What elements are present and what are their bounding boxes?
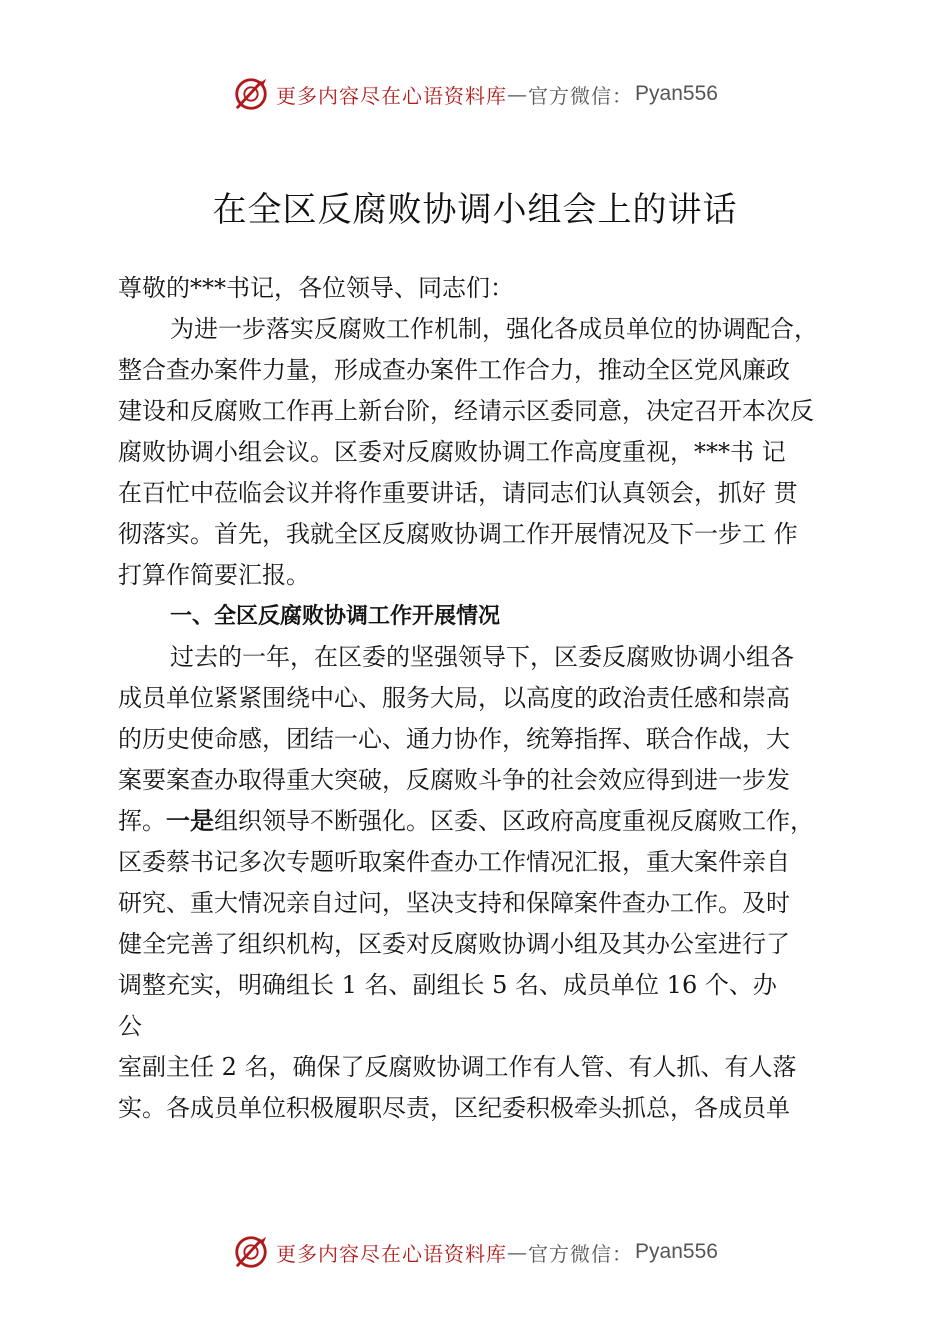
paragraph-line: 公 bbox=[118, 1012, 142, 1040]
line-start: 挥。 bbox=[118, 807, 166, 835]
paragraph-line: 为进一步落实反腐败工作机制，强化各成员单位的协调配合， bbox=[170, 315, 818, 343]
logo-icon bbox=[232, 1233, 270, 1271]
header-banner bbox=[0, 72, 950, 116]
banner-main-text: 更多内容尽在心语资料库 bbox=[276, 83, 508, 108]
paragraph-line: 打算作简要汇报。 bbox=[118, 561, 310, 589]
paragraph-line bbox=[118, 801, 858, 842]
banner-wechat-label: 官方微信： bbox=[528, 1241, 634, 1266]
paragraph-line: 案要案查办取得重大突破，反腐败斗争的社会效应得到进一步发 bbox=[118, 766, 790, 794]
salutation: 尊敬的***书记，各位领导、同志们： bbox=[118, 274, 514, 302]
paragraph-line: 在百忙中莅临会议并将作重要讲话，请同志们认真领会，抓好 贯 bbox=[118, 479, 798, 507]
document-title: 在全区反腐败协调小组会上的讲话 bbox=[212, 190, 738, 230]
paragraph-line: 建设和反腐败工作再上新台阶，经请示区委同意，决定召开本次反 bbox=[118, 397, 814, 425]
banner-main-text: 更多内容尽在心语资料库 bbox=[276, 1241, 508, 1266]
line-rest: 组织领导不断强化。区委、区政府高度重视反腐败工作， bbox=[214, 807, 814, 835]
paragraph-line: 调整充实，明确组长 1 名、副组长 5 名、成员单位 16 个、办 bbox=[118, 971, 777, 999]
paragraph-line: 室副主任 2 名，确保了反腐败协调工作有人管、有人抓、有人落 bbox=[118, 1053, 797, 1081]
paragraph-line: 健全完善了组织机构，区委对反腐败协调小组及其办公室进行了 bbox=[118, 930, 790, 958]
footer-banner bbox=[0, 1230, 950, 1274]
paragraph-line: 过去的一年，在区委的坚强领导下，区委反腐败协调小组各 bbox=[170, 643, 794, 671]
logo-icon bbox=[232, 75, 270, 113]
banner-wechat-id: Pyan556 bbox=[635, 82, 718, 105]
paragraph-line: 腐败协调小组会议。区委对反腐败协调工作高度重视，***书 记 bbox=[118, 438, 786, 466]
paragraph-line: 整合查办案件力量，形成查办案件工作合力，推动全区党风廉政 bbox=[118, 356, 790, 384]
paragraph-line: 彻落实。首先，我就全区反腐败协调工作开展情况及下一步工 作 bbox=[118, 520, 798, 548]
paragraph-line: 区委蔡书记多次专题听取案件查办工作情况汇报，重大案件亲自 bbox=[118, 848, 790, 876]
paragraph-line: 研究、重大情况亲自过问，坚决支持和保障案件查办工作。及时 bbox=[118, 889, 790, 917]
document-body bbox=[118, 268, 858, 1129]
banner-wechat-id: Pyan556 bbox=[635, 1240, 718, 1263]
banner-wechat-label: 官方微信： bbox=[528, 83, 634, 108]
banner-dash: — bbox=[507, 1240, 529, 1264]
paragraph-line: 实。各成员单位积极履职尽责，区纪委积极牵头抓总，各成员单 bbox=[118, 1094, 790, 1122]
paragraph-line: 的历史使命感，团结一心、通力协作，统筹指挥、联合作战，大 bbox=[118, 725, 790, 753]
paragraph-line: 成员单位紧紧围绕中心、服务大局，以高度的政治责任感和崇高 bbox=[118, 684, 790, 712]
bold-lead: 一是 bbox=[166, 807, 214, 835]
banner-dash: — bbox=[507, 82, 529, 106]
section-heading: 一、全区反腐败协调工作开展情况 bbox=[170, 604, 501, 629]
